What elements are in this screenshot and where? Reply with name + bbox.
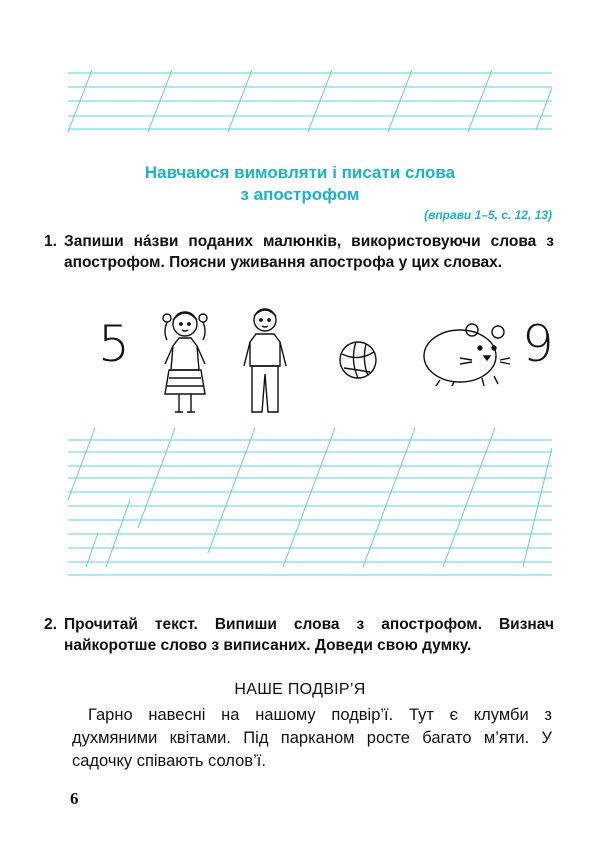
digit-nine: 9 (522, 315, 554, 373)
ball-icon (338, 340, 378, 380)
task-2-text: Прочитай текст. Випиши слова з апострофом. Визнач найкоротше слово з виписаних. Доведи свою думку. (64, 616, 554, 654)
task-2-number: 2. (44, 616, 57, 633)
page-number: 6 (70, 789, 79, 808)
pictures-row (0, 300, 600, 425)
digit-five: 5 (98, 315, 130, 373)
lesson-title-line1: Навчаюся вимовляти і писати слова (144, 163, 456, 182)
task-1-text: Запиши нáзви поданих малюнків, використовуючи слова з апострофом. Поясни уживання апострофа у цих словах. (64, 233, 554, 271)
task-2 (44, 614, 554, 656)
story-text: Гарно навесні на нашому подвір’ї. Тут є клумби з духмяними квітами. Під парканом росте багато м’яти. У садочку співають солов’ї. (72, 706, 552, 770)
lesson-title-line2: з апострофом (240, 185, 360, 204)
exercise-reference: (вправи 1–5, с. 12, 13) (424, 208, 552, 222)
story-title: НАШЕ ПОДВІР’Я (234, 681, 366, 698)
girl-icon (155, 302, 215, 420)
task-1 (44, 231, 554, 273)
hamster-icon (420, 320, 512, 388)
boy-icon (240, 302, 290, 420)
task-1-number: 1. (44, 233, 57, 250)
